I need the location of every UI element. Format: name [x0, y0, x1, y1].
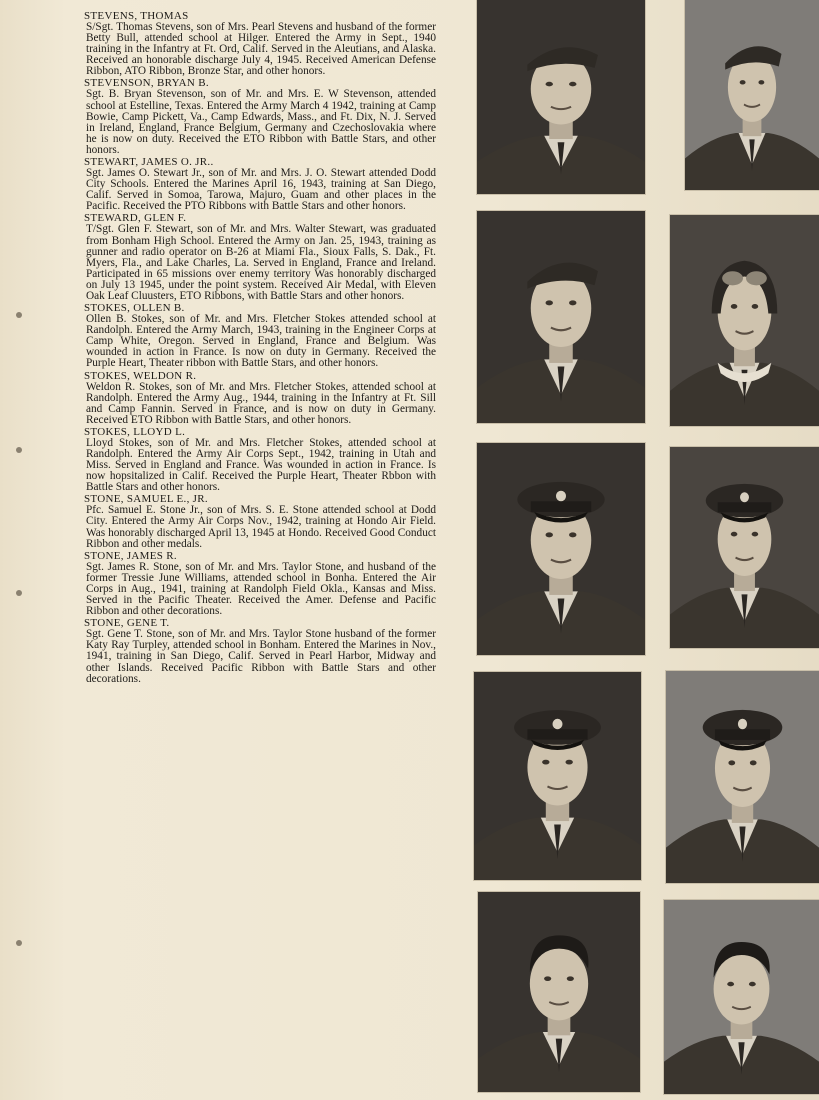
entry-name: STONE, GENE T. [84, 617, 170, 630]
entry-stewart-james [84, 156, 436, 212]
portrait-photo-icon [478, 892, 640, 1092]
portrait-photo-icon [477, 0, 645, 194]
binder-hole [16, 590, 22, 596]
biography-column [84, 10, 436, 685]
entry-name: STEVENS, THOMAS [84, 10, 189, 22]
entry-stone-james [84, 550, 436, 617]
binder-hole [16, 447, 22, 453]
binder-hole [16, 312, 22, 318]
entry-body: Lloyd Stokes, son of Mr. and Mrs. Fletcher Stokes, attended school at Randolph. Entered the Army Air Corps Sept., 1942, training in Utah and Miss. Served in England and France. Was wounded in action in France. Is now hopsitalized in Calif. Received the Purple Heart, Theater Rbbon with Battle Stars and other honors. [86, 436, 436, 494]
portrait-grid [474, 0, 819, 1100]
entry-name: STEVENSON, BRYAN B. [84, 77, 209, 90]
portrait-photo-icon [664, 900, 819, 1094]
portrait-photo-icon [474, 672, 641, 880]
entry-name: STONE, JAMES R. [84, 549, 177, 562]
entry-stevens-thomas [84, 10, 436, 77]
entry-body: Sgt. James R. Stone, son of Mr. and Mrs. Taylor Stone, and husband of the former Tressie June Williams, attended school in Bonha. Entered the Air Corps in Aug., 1941, training at Randolph Field Okla., Kansas and Miss. Served in the Pacific Theater. Received the Amer. Defense and Pacific Ribbon and other decorations. [86, 560, 436, 618]
entry-body: T/Sgt. Glen F. Stewart, son of Mr. and Mrs. Walter Stewart, was graduated from Bonham High School. Entered the Army on Jan. 25, 1943, training as gunner and radio operator on B-26 at Miami Fla., Sioux Falls, S. Dak., Ft. Myers, Fla., and Lake Charles, La. Served in England, France and Ireland. Participated in 65 missions over enemy territory Was honorably discharged on July 13 1945, under the point system. Received Air Medal, with Eleven Oak Leaf Cluusters, ETO Ribbons, with Battle Stars and other honors. [86, 223, 436, 302]
portrait-photo-icon [666, 671, 819, 883]
entry-name: STEWARD, GLEN F. [84, 212, 187, 225]
entry-body: Pfc. Samuel E. Stone Jr., son of Mrs. S. E. Stone attended school at Dodd City. Entered the Army Air Corps Nov., 1942, training at Hondo Air Field. Was honorably discharged April 13, 1945 at Hondo. Received Good Conduct Ribbon and other medals. [86, 504, 436, 550]
portrait-photo-icon [477, 211, 645, 423]
entry-steward-glen [84, 212, 436, 302]
entry-body: S/Sgt. Thomas Stevens, son of Mrs. Pearl Stevens and husband of the former Betty Bull, attended school at Hilger. Entered the Army in Sept., 1940 training in the Infantry at Ft. Ord, Calif. Served in the Aleutians, and Alaska. Received an honorable discharge July 4, 1945. Received American Defense Ribbon, ATO Ribbon, Bronze Star, and other honors. [86, 21, 436, 78]
portrait-photo-icon [477, 443, 645, 655]
entry-stokes-lloyd [84, 426, 436, 493]
entry-stokes-ollen [84, 302, 436, 369]
entry-body: Ollen B. Stokes, son of Mr. and Mrs. Fletcher Stokes attended school at Randolph. Entered the Army March, 1943, training in the Engineer Corps at Camp White, Oregon. Served in England, France and Belgium. Was wounded in action in France. Is now on duty in Germany. Received the Purple Heart, Theater ribbon with Battle Stars, and other honors. [86, 313, 436, 370]
portrait-photo-icon [685, 0, 819, 190]
entry-stokes-weldon [84, 370, 436, 426]
portrait-photo-icon [670, 215, 819, 426]
entry-stone-gene [84, 617, 436, 684]
entry-name: STEWART, JAMES O. JR.. [84, 156, 214, 169]
entry-body: Sgt. B. Bryan Stevenson, son of Mr. and Mrs. E. W Stevenson, attended school at Estelline, Texas. Entered the Army March 4 1942, training at Camp Bowie, Camp Pickett, Va., Camp Edwards, Mass., and Ft. Dix, N. J. Served in Ireland, England, France Belgium, Germany and Czechoslovakia where he is now on duty. Received the ETO Ribbon with Battle Stars, and other honors. [86, 88, 436, 156]
entry-stone-samuel [84, 493, 436, 549]
entry-name: STOKES, LLOYD L. [84, 425, 186, 438]
entry-body: Sgt. Gene T. Stone, son of Mr. and Mrs. Taylor Stone husband of the former Katy Ray Turpley, attended school in Bonham. Entered the Marines in Nov., 1941, training in San Diego, Calif. Served in Pearl Harbor, Midway and other Islands. Received Pacific Ribbon with Battle Stars and other decorations. [86, 628, 436, 685]
entry-name: STOKES, OLLEN B. [84, 302, 185, 315]
entry-stevenson-bryan [84, 77, 436, 156]
entry-body: Weldon R. Stokes, son of Mr. and Mrs. Fletcher Stokes, attended school at Randolph. Entered the Army Aug., 1944, training in the Infantry at Ft. Sill and Camp Fannin. Served in France, and is now on duty in Germany. Received ETO Ribbon with Battle Stars, and other honors. [86, 380, 436, 426]
binder-hole [16, 940, 22, 946]
entry-body: Sgt. James O. Stewart Jr., son of Mr. and Mrs. J. O. Stewart attended Dodd City Schools. Entered the Marines April 16, 1943, training at San Diego, Calif. Served in Somoa, Tarowa, Majuro, Guam and other places in the Pacific. Received the PTO Ribbons with Battle Stars and other honors. [86, 167, 436, 213]
entry-name: STOKES, WELDON R. [84, 369, 197, 382]
portrait-photo-icon [670, 447, 819, 648]
entry-name: STONE, SAMUEL E., JR. [84, 493, 208, 506]
